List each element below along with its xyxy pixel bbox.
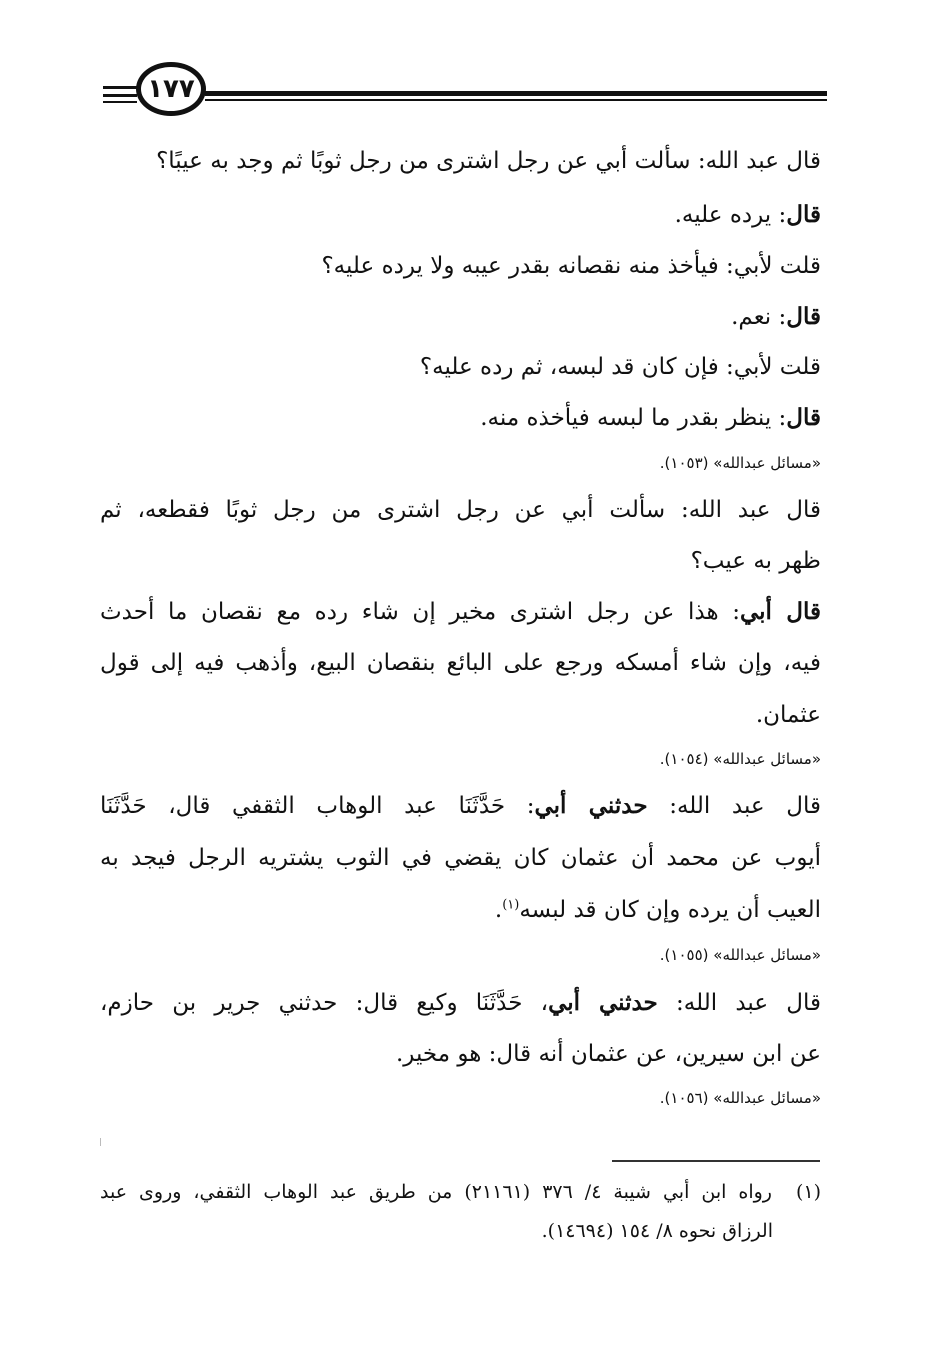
text-line xyxy=(756,702,821,730)
narrator-label: حدثني أبي xyxy=(534,792,648,819)
text-line xyxy=(100,650,821,678)
line-text: قال عبد الله: xyxy=(647,793,821,819)
source-reference: «مسائل عبدالله» (١٠٥٤). xyxy=(659,750,821,768)
text-line xyxy=(100,792,821,821)
header-rule-thin xyxy=(205,99,827,101)
text-line xyxy=(420,354,821,382)
line-text: : يرده عليه. xyxy=(674,202,787,228)
line-text: قلت لأبي: فإن كان قد لبسه، ثم رده عليه؟ xyxy=(419,354,821,380)
header-rule-left xyxy=(103,101,137,103)
text-line xyxy=(100,598,821,627)
line-text: : نعم. xyxy=(731,304,787,330)
footnote-marker[interactable]: (١) xyxy=(502,897,520,913)
text-line xyxy=(396,1041,821,1069)
narrator-label: حدثني أبي xyxy=(548,989,658,1016)
header-rule-left xyxy=(103,94,137,97)
line-text: ، حَدَّثَنَا وكيع قال: حدثني جرير بن حازم، xyxy=(100,990,549,1016)
header-rule-left xyxy=(103,86,137,89)
line-text: عن ابن سيرين، عن عثمان أنه قال: هو مخير. xyxy=(395,1041,821,1067)
text-line xyxy=(691,548,821,576)
footnote-number: (١) xyxy=(795,1181,822,1203)
line-text: قلت لأبي: فيأخذ منه نقصانه بقدر عيبه ولا يرده عليه؟ xyxy=(321,253,821,279)
source-reference: «مسائل عبدالله» (١٠٥٣). xyxy=(659,454,821,472)
text-line xyxy=(731,303,821,332)
header-rule xyxy=(205,91,827,96)
speaker-label: قال أبي xyxy=(739,598,821,625)
margin-mark xyxy=(100,1138,101,1146)
text-line xyxy=(495,897,821,925)
source-reference: «مسائل عبدالله» (١٠٥٥). xyxy=(659,946,821,964)
footnote-line xyxy=(100,1181,821,1204)
footnote-text: رواه ابن أبي شيبة ٤/ ٣٧٦ (٢١١٦١) من طريق عبد الوهاب الثقفي، وروى عبد xyxy=(100,1181,772,1203)
footnote-line xyxy=(542,1220,773,1243)
line-text: أيوب عن محمد أن عثمان كان يقضي في الثوب يشتريه الرجل فيجد به xyxy=(100,845,821,871)
text-line xyxy=(156,148,821,176)
page-number: ١٧٧ xyxy=(136,62,206,116)
line-text: . xyxy=(494,897,503,923)
line-text: ظهر به عيب؟ xyxy=(690,548,821,574)
line-text: عثمان. xyxy=(755,702,821,728)
text-line xyxy=(100,497,821,525)
speaker-label: قال xyxy=(786,404,821,431)
line-text: قال عبد الله: xyxy=(657,990,822,1016)
line-text: فيه، وإن شاء أمسكه ورجع على البائع بنقصان البيع، وأذهب فيه إلى قول xyxy=(100,650,821,676)
footnote-divider xyxy=(612,1160,820,1162)
line-text: قال عبد الله: سألت أبي عن رجل اشترى من رجل ثوبًا ثم وجد به عيبًا؟ xyxy=(156,148,821,174)
footnote-text: الرزاق نحوه ٨/ ١٥٤ (١٤٦٩٤). xyxy=(541,1220,773,1242)
speaker-label: قال xyxy=(786,201,821,228)
line-text: : ينظر بقدر ما لبسه فيأخذه منه. xyxy=(480,405,787,431)
text-line xyxy=(675,201,821,230)
text-line xyxy=(100,845,821,873)
line-text: : هذا عن رجل اشترى مخير إن شاء رده مع نقصان ما أحدث xyxy=(100,599,740,625)
line-text: : حَدَّثَنَا عبد الوهاب الثقفي قال، حَدَّثَنَا xyxy=(100,793,535,819)
line-text: العيب أن يرده وإن كان قد لبسه xyxy=(519,897,821,923)
text-line xyxy=(480,404,821,433)
line-text: قال عبد الله: سألت أبي عن رجل اشترى من رجل ثوبًا فقطعه، ثم xyxy=(100,497,821,523)
text-line xyxy=(100,989,821,1018)
speaker-label: قال xyxy=(786,303,821,330)
text-line xyxy=(321,253,821,281)
source-reference: «مسائل عبدالله» (١٠٥٦). xyxy=(659,1089,821,1107)
